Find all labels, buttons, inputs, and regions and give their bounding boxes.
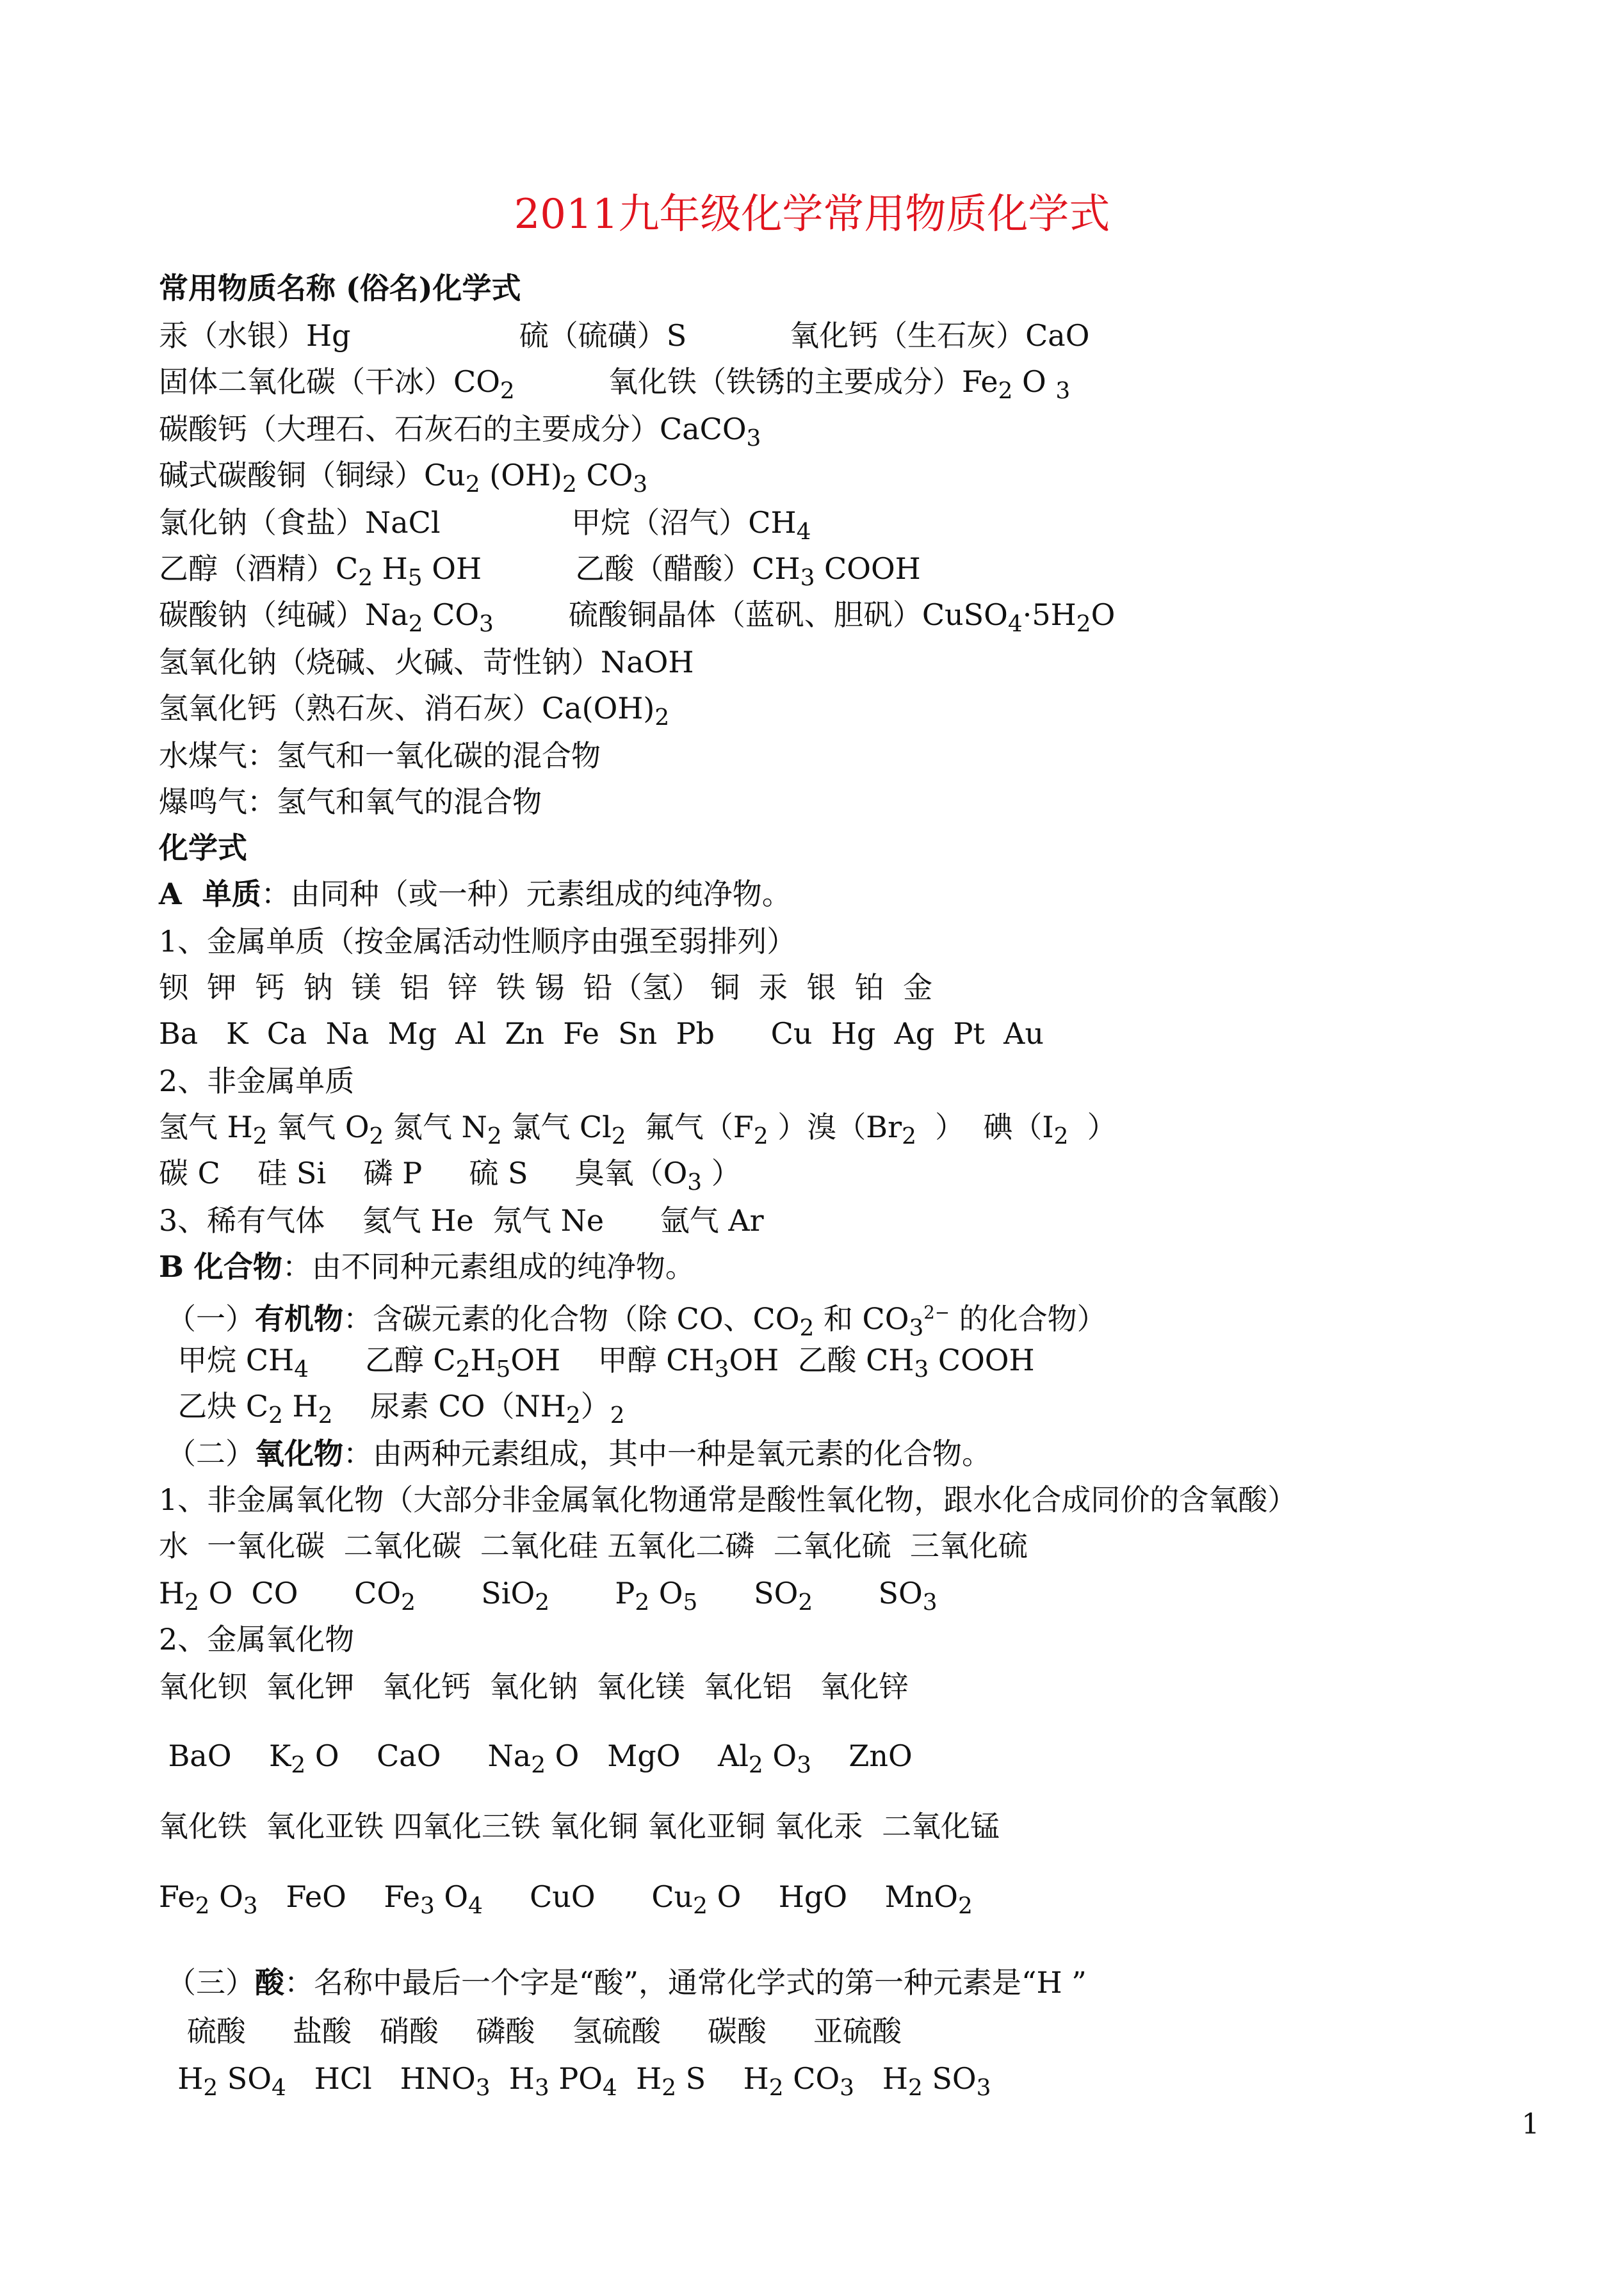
section-heading-common-names: 常用物质名称 (俗名)化学式 (159, 271, 521, 305)
text-line: 固体二氧化碳（干冰）$CO_2$ 氧化铁（铁锈的主要成分）$Fe_2$ O $_3$ (159, 364, 1071, 405)
text-line: 氧化钡 氧化钾 氧化钙 氧化钠 氧化镁 氧化铝 氧化锌 (159, 1669, 909, 1704)
text-line: $H_2$ O CO $CO_2$ SiO$_2$ $P_2$ $O_5$ $SO_2$ $SO_3$ (159, 1576, 938, 1616)
text-line: $Fe_2$ $O_3$ FeO $Fe_3$ $O_4$ CuO $Cu_2$ O HgO MnO$_2$ (159, 1879, 973, 1920)
text-line: 硫酸 盐酸 硝酸 磷酸 氢硫酸 碳酸 亚硫酸 (159, 2014, 902, 2048)
text-line: B 化合物：由不同种元素组成的纯净物。 (159, 1249, 695, 1284)
text-line: 氯化钠（食盐）NaCl 甲烷（沼气）$CH_4$ (159, 505, 811, 546)
text-line: 水 一氧化碳 二氧化碳 二氧化硅 五氧化二磷 二氧化硫 三氧化硫 (159, 1529, 1028, 1563)
text-line: 2、非金属单质 (159, 1064, 355, 1098)
text-line: 汞（水银）Hg 硫（硫磺）S 氧化钙（生石灰）CaO (159, 318, 1090, 353)
text-line: $H_2$ $SO_4$ HCl $HNO_3$ $H_3$ $PO_4$ $H_2$ S $H_2$ $CO_3$ $H_2$ $SO_3$ (159, 2061, 991, 2102)
text-line: 碳 C 硅 Si 磷 P 硫 S 臭氧（$O_3$ ） (159, 1156, 741, 1196)
text-line: A 单质：由同种（或一种）元素组成的纯净物。 (159, 877, 792, 911)
text-line: 氢气 $H_2$ 氧气 $O_2$ 氮气 $N_2$ 氯气 $Cl_2$ 氟气（$F_2$ ）溴（$Br_2$ ） 碘（$I_2$ ） (159, 1110, 1117, 1150)
text-line: 乙炔 $C_2$ $H_2$ 尿素 $CO(NH_2)_2$ (159, 1389, 625, 1429)
text-line: （二）氧化物：由两种元素组成，其中一种是氧元素的化合物。 (166, 1436, 991, 1471)
text-line: 碳酸钙（大理石、石灰石的主要成分）CaCO$_3$ (159, 412, 761, 452)
text-line: BaO $K_2$ O CaO $Na_2$ O MgO $Al_2$ $O_3$ ZnO (159, 1739, 913, 1779)
page-number: 1 (1522, 2108, 1539, 2141)
text-line: 甲烷 $CH_4$ 乙醇 $C_2H_5OH$ 甲醇 $CH_3OH$ 乙酸 $CH_3$ COOH (159, 1343, 1035, 1383)
text-line: 乙醇（酒精）$C_2$ $H_5$ OH 乙酸（醋酸）$CH_3$ COOH (159, 551, 921, 592)
text-line: 3、稀有气体 氦气 He 氖气 Ne 氩气 Ar (159, 1203, 764, 1238)
text-line: 氢氧化钠（烧碱、火碱、苛性钠）NaOH (159, 645, 694, 679)
text-line: 碱式碳酸铜（铜绿）$Cu_2$ $(OH)_2$ $CO_3$ (159, 458, 648, 498)
text-line: 1、非金属氧化物（大部分非金属氧化物通常是酸性氧化物，跟水化合成同价的含氧酸） (159, 1482, 1297, 1517)
text-line: 水煤气：氢气和一氧化碳的混合物 (159, 738, 601, 773)
text-line: 碳酸钠（纯碱）$Na_2$ $CO_3$ 硫酸铜晶体（蓝矾、胆矾）$CuSO_4\cdot 5H_2O$ (159, 597, 1116, 638)
text-line: 爆鸣气：氢气和氧气的混合物 (159, 784, 542, 819)
page-title: 2011九年级化学常用物质化学式 (514, 191, 1110, 238)
text-line: 氧化铁 氧化亚铁 四氧化三铁 氧化铜 氧化亚铜 氧化汞 二氧化锰 (159, 1809, 1000, 1844)
text-line: 氢氧化钙（熟石灰、消石灰）$Ca(OH)_2$ (159, 691, 670, 731)
text-line: 钡 钾 钙 钠 镁 铝 锌 铁 锡 铅（氢） 铜 汞 银 铂 金 (159, 970, 933, 1005)
text-line: （三）酸：名称中最后一个字是“酸”，通常化学式的第一种元素是“H ” (166, 1965, 1087, 2000)
text-line: Ba K Ca Na Mg Al Zn Fe Sn Pb Cu Hg Ag Pt Au (159, 1016, 1044, 1051)
text-line: 1、金属单质（按金属活动性顺序由强至弱排列） (159, 924, 797, 959)
text-line: （一）有机物：含碳元素的化合物（除 CO、$CO_2$ 和 $CO_3^{2-}$ 的化合物） (166, 1301, 1107, 1342)
text-line: 2、金属氧化物 (159, 1622, 355, 1657)
section-heading-formulas: 化学式 (159, 831, 247, 865)
